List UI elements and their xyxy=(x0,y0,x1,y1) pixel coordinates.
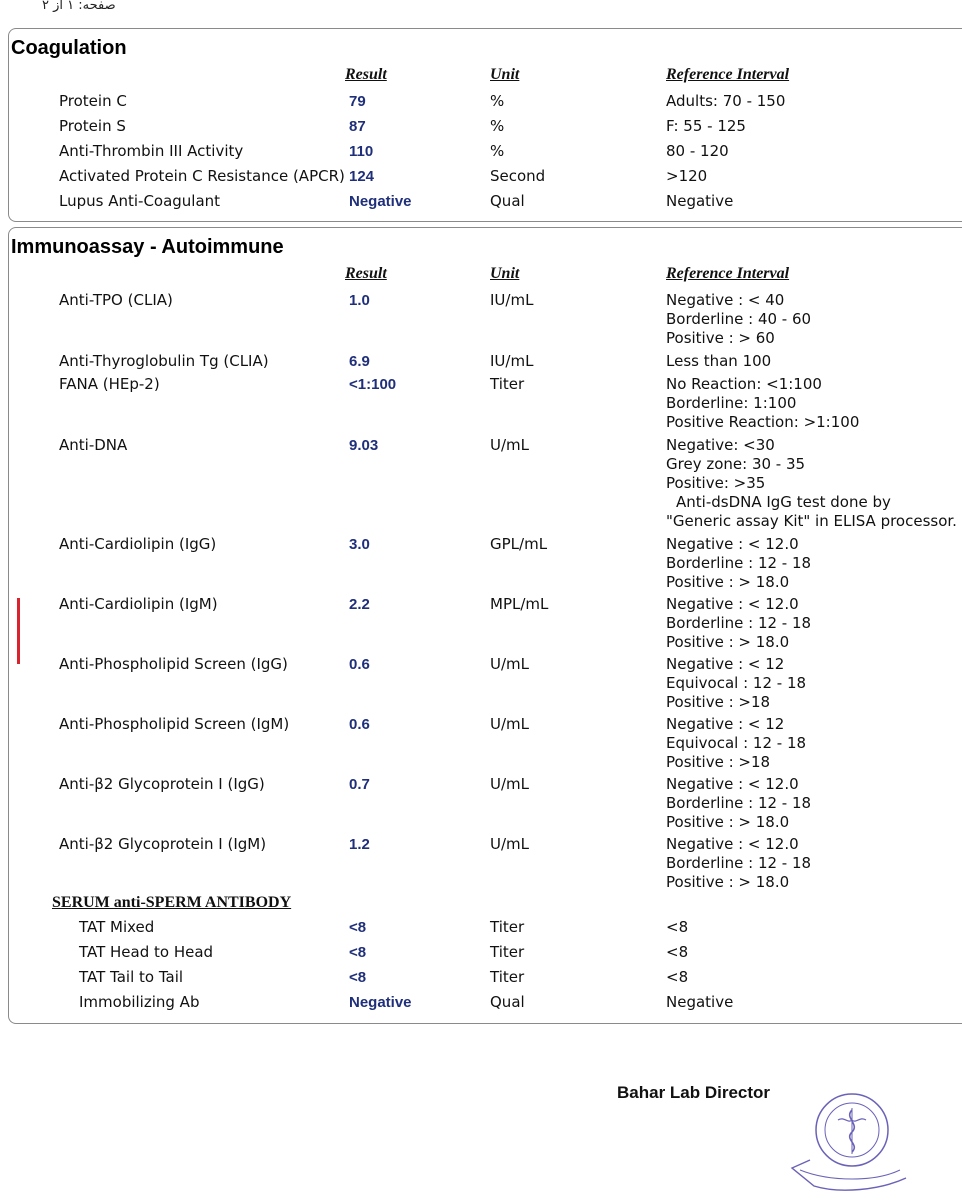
reference-line: Positive : > 60 xyxy=(666,329,775,347)
reference-interval xyxy=(666,993,733,1012)
reference-interval xyxy=(666,192,733,211)
reference-interval xyxy=(666,92,785,111)
reference-line: Negative : < 12.0 xyxy=(666,835,799,853)
reference-interval xyxy=(666,775,811,832)
reference-line: Negative: <30 xyxy=(666,436,775,454)
immunoassay-title: Immunoassay - Autoimmune xyxy=(11,236,284,258)
page-number: صفحه: ۱ از ۲ xyxy=(42,0,116,13)
reference-interval xyxy=(666,167,707,186)
reference-line: Borderline : 40 - 60 xyxy=(666,310,812,328)
test-name: Anti-DNA xyxy=(59,436,128,454)
reference-line: Borderline : 12 - 18 xyxy=(666,614,812,632)
reference-line: Positive : > 18.0 xyxy=(666,873,790,891)
test-result: Negative xyxy=(349,193,412,210)
test-unit: % xyxy=(490,117,505,135)
reference-interval xyxy=(666,715,806,772)
reference-line: <8 xyxy=(666,943,689,961)
reference-line: Positive : >18 xyxy=(666,693,771,711)
reference-line: Equivocal : 12 - 18 xyxy=(666,674,807,692)
reference-line: Less than 100 xyxy=(666,352,772,370)
test-unit: % xyxy=(490,142,505,160)
reference-line: <8 xyxy=(666,918,689,936)
test-name: Anti-Cardiolipin (IgG) xyxy=(59,535,217,553)
test-unit: MPL/mL xyxy=(490,595,549,613)
test-result: 6.9 xyxy=(349,353,370,370)
reference-line: Borderline : 12 - 18 xyxy=(666,794,812,812)
test-result: 110 xyxy=(349,143,374,160)
lab-director-label: Bahar Lab Director xyxy=(617,1083,771,1102)
reference-line: Borderline : 12 - 18 xyxy=(666,854,812,872)
test-name: Anti-TPO (CLIA) xyxy=(59,291,173,309)
test-name: FANA (HEp-2) xyxy=(59,375,160,393)
test-result: 0.6 xyxy=(349,716,370,733)
reference-line: Negative xyxy=(666,993,734,1011)
test-name: Anti-β2 Glycoprotein I (IgM) xyxy=(59,835,267,853)
reference-line: <8 xyxy=(666,968,689,986)
reference-interval xyxy=(666,595,811,652)
test-name: Anti-Phospholipid Screen (IgG) xyxy=(59,655,288,673)
test-unit: Qual xyxy=(490,993,525,1011)
reference-line: Positive: >35 xyxy=(666,474,766,492)
reference-line: "Generic assay Kit" in ELISA processor. xyxy=(666,512,957,530)
test-name: TAT Tail to Tail xyxy=(79,968,184,986)
test-unit: Qual xyxy=(490,192,525,210)
coagulation-panel xyxy=(8,28,962,222)
reference-interval xyxy=(666,655,806,712)
test-result: 3.0 xyxy=(349,536,370,553)
reference-interval xyxy=(666,943,688,962)
reference-line: 80 - 120 xyxy=(666,142,729,160)
reference-interval xyxy=(666,918,688,937)
test-unit: Second xyxy=(490,167,546,185)
reference-line: Borderline : 12 - 18 xyxy=(666,554,812,572)
test-unit: Titer xyxy=(490,943,525,961)
test-unit: U/mL xyxy=(490,715,530,733)
reference-line: Borderline: 1:100 xyxy=(666,394,797,412)
test-unit: U/mL xyxy=(490,436,530,454)
test-name: Anti-β2 Glycoprotein I (IgG) xyxy=(59,775,265,793)
test-name: Lupus Anti-Coagulant xyxy=(59,192,221,210)
test-result: 2.2 xyxy=(349,596,370,613)
reference-line: Positive : >18 xyxy=(666,753,771,771)
reference-line: Positive : > 18.0 xyxy=(666,573,790,591)
immunoassay-panel xyxy=(8,227,962,1024)
reference-column-header: Reference Interval xyxy=(666,66,790,83)
reference-interval xyxy=(666,117,746,136)
test-result: <8 xyxy=(349,944,367,961)
reference-line: Negative : < 12 xyxy=(666,655,785,673)
test-result: <8 xyxy=(349,969,367,986)
reference-line: Negative xyxy=(666,192,734,210)
test-unit: Titer xyxy=(490,375,525,393)
result-column-header: Result xyxy=(345,265,387,282)
test-name: Anti-Phospholipid Screen (IgM) xyxy=(59,715,290,733)
reference-line: Negative : < 12.0 xyxy=(666,595,799,613)
test-unit: Titer xyxy=(490,918,525,936)
reference-interval xyxy=(666,352,771,371)
reference-interval xyxy=(666,535,811,592)
test-name: Anti-Cardiolipin (IgM) xyxy=(59,595,218,613)
test-name: TAT Mixed xyxy=(79,918,155,936)
reference-line: F: 55 - 125 xyxy=(666,117,746,135)
test-name: Protein C xyxy=(59,92,127,110)
test-result: 1.2 xyxy=(349,836,370,853)
test-result: 79 xyxy=(349,93,366,110)
test-result: <8 xyxy=(349,919,367,936)
test-result: 0.6 xyxy=(349,656,370,673)
reference-line: Anti-dsDNA IgG test done by xyxy=(676,493,891,511)
test-result: <1:100 xyxy=(349,376,397,393)
test-name: Activated Protein C Resistance (APCR) xyxy=(59,167,345,185)
test-result: 87 xyxy=(349,118,366,135)
test-unit: U/mL xyxy=(490,835,530,853)
result-column-header: Result xyxy=(345,66,387,83)
reference-interval xyxy=(666,142,729,161)
reference-line: Positive : > 18.0 xyxy=(666,813,790,831)
reference-interval xyxy=(666,375,859,432)
reference-line: Positive : > 18.0 xyxy=(666,633,790,651)
unit-column-header: Unit xyxy=(490,265,520,282)
test-unit: IU/mL xyxy=(490,291,534,309)
unit-column-header: Unit xyxy=(490,66,520,83)
reference-line: Negative : < 12.0 xyxy=(666,775,799,793)
test-result: 1.0 xyxy=(349,292,370,309)
test-result: 0.7 xyxy=(349,776,370,793)
reference-line: Positive Reaction: >1:100 xyxy=(666,413,860,431)
test-unit: U/mL xyxy=(490,775,530,793)
test-name: Protein S xyxy=(59,117,126,135)
coagulation-title: Coagulation xyxy=(11,37,127,59)
test-unit: IU/mL xyxy=(490,352,534,370)
reference-interval xyxy=(666,968,688,987)
reference-line: Grey zone: 30 - 35 xyxy=(666,455,806,473)
reference-interval xyxy=(666,835,811,892)
test-unit: % xyxy=(490,92,505,110)
reference-interval xyxy=(666,436,957,531)
sperm-antibody-subheading: SERUM anti-SPERM ANTIBODY xyxy=(52,894,292,911)
reference-line: Negative : < 12 xyxy=(666,715,785,733)
reference-interval xyxy=(666,291,811,348)
reference-line: Adults: 70 - 150 xyxy=(666,92,786,110)
reference-line: Equivocal : 12 - 18 xyxy=(666,734,807,752)
test-name: Anti-Thrombin III Activity xyxy=(59,142,244,160)
test-result: Negative xyxy=(349,994,412,1011)
test-name: TAT Head to Head xyxy=(79,943,214,961)
lab-seal-stamp xyxy=(780,1090,920,1200)
reference-line: Negative : < 40 xyxy=(666,291,785,309)
red-margin-mark xyxy=(17,598,20,664)
test-unit: U/mL xyxy=(490,655,530,673)
reference-line: No Reaction: <1:100 xyxy=(666,375,822,393)
test-result: 124 xyxy=(349,168,375,185)
reference-column-header: Reference Interval xyxy=(666,265,790,282)
test-unit: GPL/mL xyxy=(490,535,548,553)
reference-line: Negative : < 12.0 xyxy=(666,535,799,553)
reference-line: >120 xyxy=(666,167,708,185)
test-name: Immobilizing Ab xyxy=(79,993,200,1011)
test-unit: Titer xyxy=(490,968,525,986)
test-name: Anti-Thyroglobulin Tg (CLIA) xyxy=(59,352,269,370)
test-result: 9.03 xyxy=(349,437,379,454)
